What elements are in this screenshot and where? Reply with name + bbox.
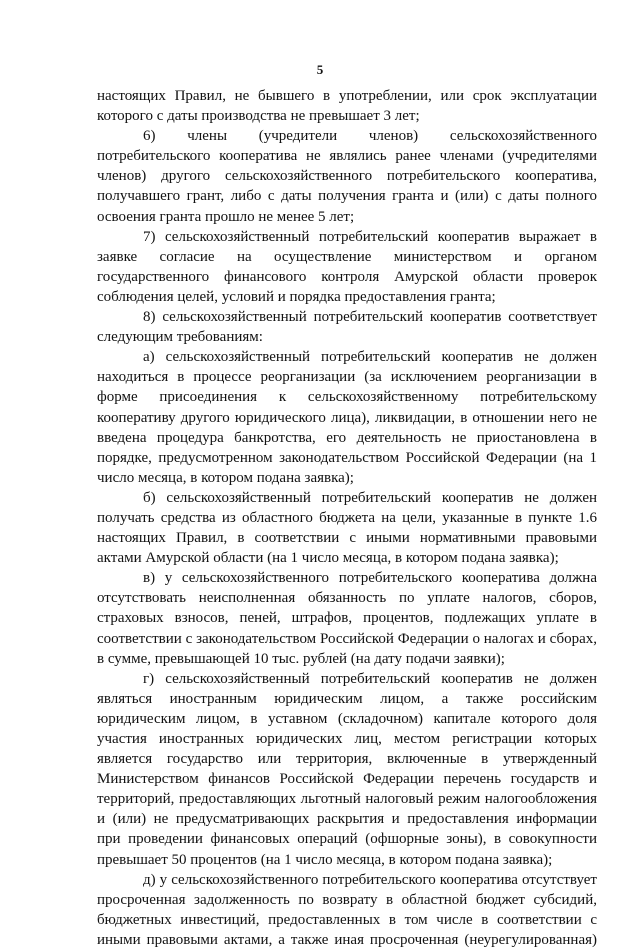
paragraph-item-7: 7) сельскохозяйственный потребительский кооператив выражает в заявке согласие на осуществление министерством и органом государственного финансового контроля Амурской области проверок соблюдения целей, условий и порядка предоставления гранта; xyxy=(97,228,597,305)
page-number: 5 xyxy=(316,62,324,77)
paragraph-subitem-g: г) сельскохозяйственный потребительский кооператив не должен являться иностранным юридическим лицом, а также российским юридическим лицом, в уставном (складочном) капитале которого доля участия иностранных юридических лиц, местом регистрации которых является государство или территория, включенные в утвержденный Министерством финансов Российской Федерации перечень государств и территорий, предоставляющих льготный налоговый режим налогообложения и (или) не предусматривающих раскрытия и предоставления информации при проведении финансовых операций (офшорные зоны), в совокупности превышает 50 процентов (на 1 число месяца, в котором подана заявка); xyxy=(97,670,597,868)
paragraph-item-8: 8) сельскохозяйственный потребительский кооператив соответствует следующим требованиям: xyxy=(97,309,597,346)
paragraph-subitem-d: д) у сельскохозяйственного потребительского кооператива отсутствует просроченная задолженность по возврату в областной бюджет субсидий, бюджетных инвестиций, предоставленных в том числе в соответствии с иными правовыми актами, а также иная просроченная (неурегулированная) xyxy=(97,871,597,948)
paragraph-subitem-b: б) сельскохозяйственный потребительский кооператив не должен получать средства из областного бюджета на цели, указанные в пункте 1.6 настоящих Правил, в соответствии с иными нормативными правовыми актами Амурской области (на 1 число месяца, в котором подана заявка); xyxy=(97,489,597,567)
paragraph-item-6: 6) члены (учредители членов) сельскохозяйственного потребительского кооператива не являлись ранее членами (учредителями членов) другого сельскохозяйственного потребительского кооператива, получавшего грант, либо с даты получения гранта и (или) с даты полного освоения гранта прошло не менее 5 лет; xyxy=(97,128,597,225)
paragraph-subitem-v: в) у сельскохозяйственного потребительского кооператива должна отсутствовать неисполненная обязанность по уплате налогов, сборов, страховых взносов, пеней, штрафов, процентов, подлежащих уплате в соответствии с законодательством Российской Федерации о налогах и сборах, в сумме, превышающей 10 тыс. рублей (на дату подачи заявки); xyxy=(97,570,597,667)
document-body xyxy=(97,86,597,950)
paragraph-continuation: настоящих Правил, не бывшего в употреблении, или срок эксплуатации которого с даты производства не превышает 3 лет; xyxy=(97,88,597,125)
paragraph-subitem-a: а) сельскохозяйственный потребительский кооператив не должен находиться в процессе реорганизации (за исключением реорганизации в форме присоединения к сельскохозяйственному потребительскому кооперативу другого юридического лица), ликвидации, в отношении него не введена процедура банкротства, его деятельность не приостановлена в порядке, предусмотренном законодательством Российской Федерации (на 1 число месяца, в котором подана заявка); xyxy=(97,349,597,486)
